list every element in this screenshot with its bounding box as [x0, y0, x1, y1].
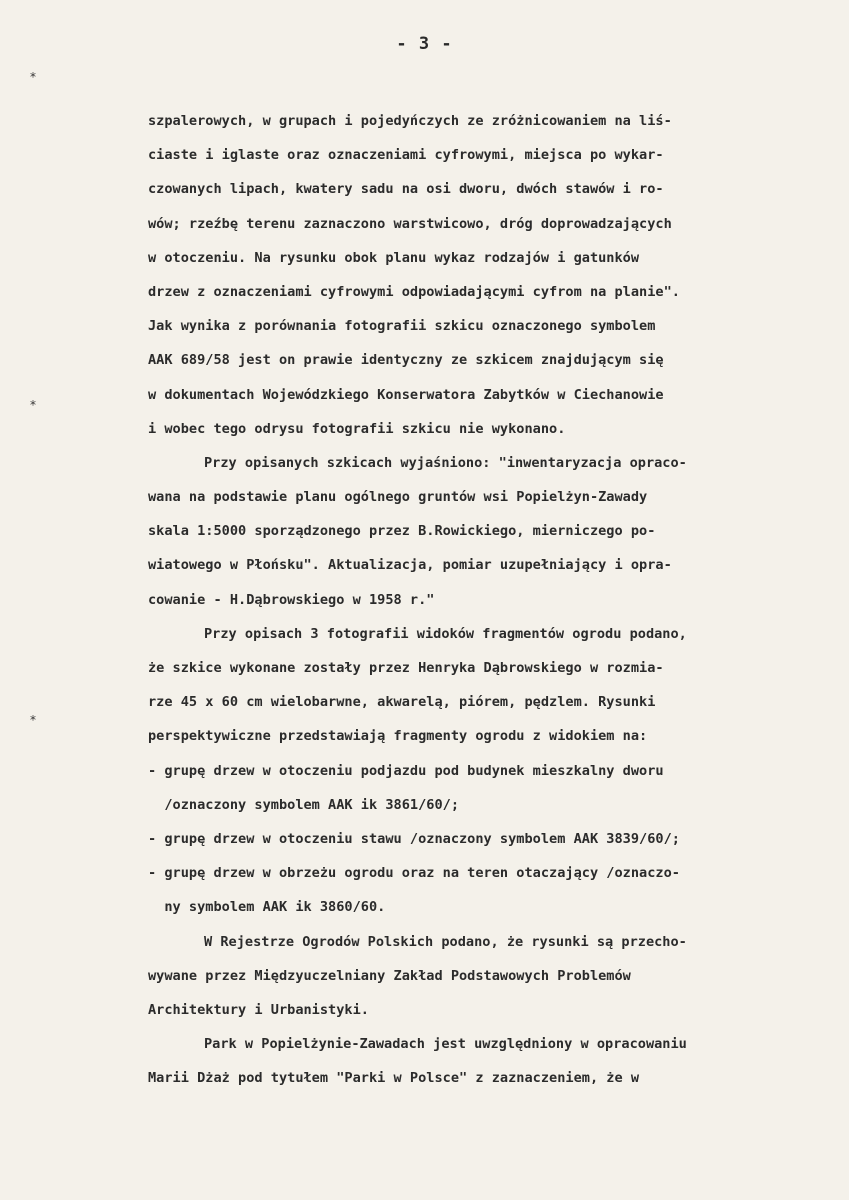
text-line: cowanie - H.Dąbrowskiego w 1958 r." [148, 591, 435, 608]
document-body [148, 104, 828, 1095]
text-line: AAK 689/58 jest on prawie identyczny ze szkicem znajdującym się [148, 352, 664, 369]
text-line: skala 1:5000 sporządzonego przez B.Rowickiego, mierniczego po- [148, 523, 656, 540]
text-line: Park w Popielżynie-Zawadach jest uwzględniony w opracowaniu [204, 1036, 687, 1053]
margin-mark: * [30, 398, 36, 412]
text-line: i wobec tego odrysu fotografii szkicu nie wykonano. [148, 420, 566, 437]
margin-mark: * [30, 713, 36, 727]
text-line: wów; rzeźbę terenu zaznaczono warstwicowo, dróg doprowadzających [148, 215, 672, 232]
text-line: /oznaczony symbolem AAK ik 3861/60/; [148, 796, 459, 813]
text-line: że szkice wykonane zostały przez Henryka Dąbrowskiego w rozmia- [148, 660, 664, 676]
text-line: w otoczeniu. Na rysunku obok planu wykaz rodzajów i gatunków [148, 249, 640, 266]
text-line: w dokumentach Wojewódzkiego Konserwatora Zabytków w Ciechanowie [148, 386, 664, 403]
text-line: Marii Dżaż pod tytułem "Parki w Polsce" z zaznaczeniem, że w [148, 1070, 640, 1087]
text-line: Architektury i Urbanistyki. [148, 1001, 369, 1018]
text-line: czowanych lipach, kwatery sadu na osi dworu, dwóch stawów i ro- [148, 181, 664, 198]
text-line: wywane przez Międzyuczelniany Zakład Podstawowych Problemów [148, 967, 631, 984]
text-line: W Rejestrze Ogrodów Polskich podano, że rysunki są przecho- [204, 933, 687, 950]
text-line: rze 45 x 60 cm wielobarwne, akwarelą, piórem, pędzlem. Rysunki [148, 694, 656, 711]
text-line: wiatowego w Płońsku". Aktualizacja, pomiar uzupełniający i opra- [148, 557, 672, 574]
text-line: wana na podstawie planu ogólnego gruntów wsi Popielżyn-Zawady [148, 489, 648, 506]
text-line: Jak wynika z porównania fotografii szkicu oznaczonego symbolem [148, 318, 656, 335]
page-number: - 3 - [396, 34, 453, 54]
text-line: ny symbolem AAK ik 3860/60. [148, 899, 386, 916]
text-line: drzew z oznaczeniami cyfrowymi odpowiadającymi cyfrom na planie". [148, 283, 680, 300]
text-line: ciaste i iglaste oraz oznaczeniami cyfrowymi, miejsca po wykar- [148, 147, 664, 164]
text-line: perspektywiczne przedstawiają fragmenty ogrodu z widokiem na: [148, 728, 648, 745]
text-line: szpalerowych, w grupach i pojedyńczych ze zróżnicowaniem na liś- [148, 113, 672, 129]
text-line: - grupę drzew w otoczeniu stawu /oznaczony symbolem AAK 3839/60/; [148, 830, 680, 847]
margin-mark: * [30, 70, 36, 84]
text-line: Przy opisanych szkicach wyjaśniono: "inwentaryzacja opraco- [204, 454, 687, 471]
text-line: - grupę drzew w obrzeżu ogrodu oraz na teren otaczający /oznaczo- [148, 865, 680, 882]
text-line: Przy opisach 3 fotografii widoków fragmentów ogrodu podano, [204, 625, 687, 642]
text-line: - grupę drzew w otoczeniu podjazdu pod budynek mieszkalny dworu [148, 762, 664, 779]
